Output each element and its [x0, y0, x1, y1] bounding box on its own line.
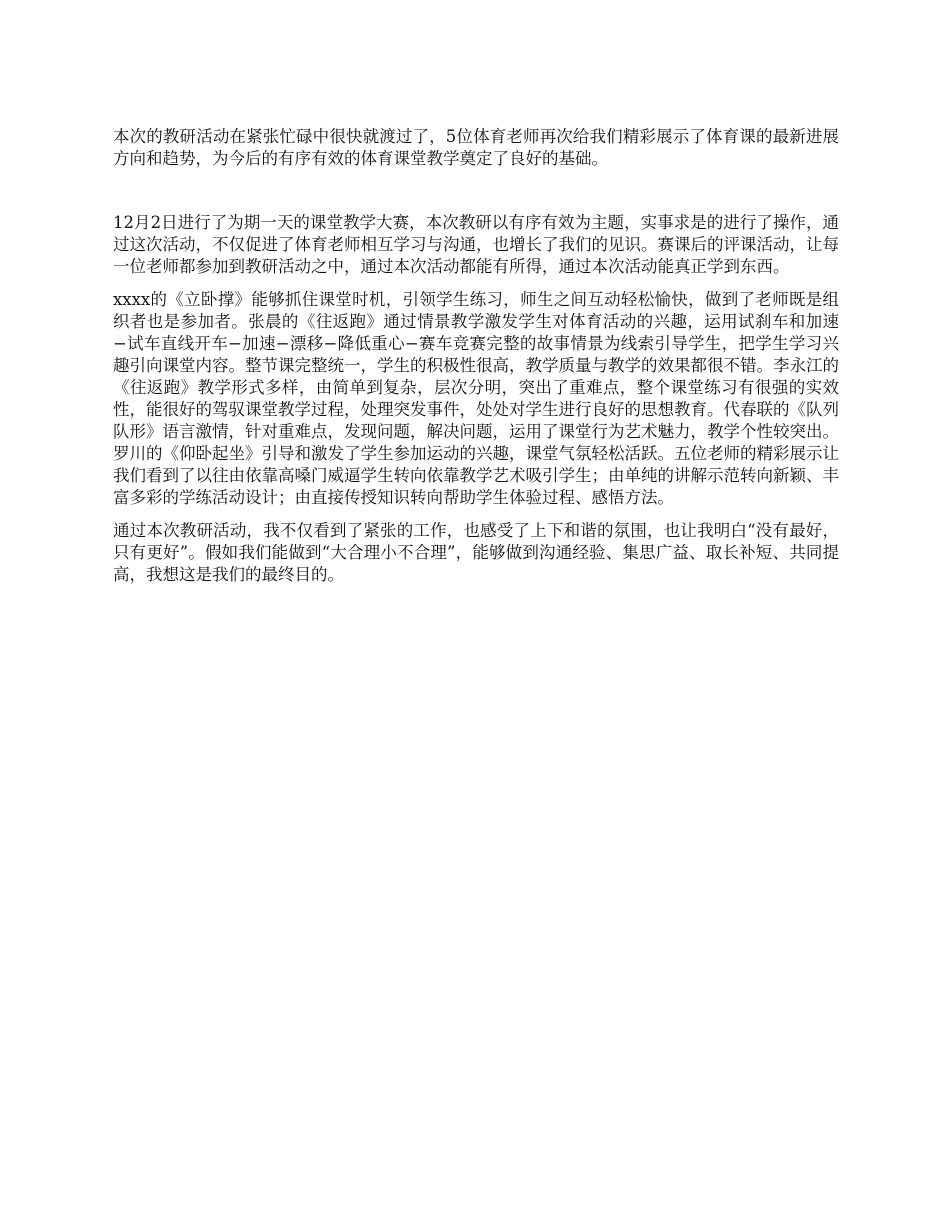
paragraph-contest: 12月2日进行了为期一天的课堂教学大赛，本次教研以有序有效为主题，实事求是的进行了操作，通过这次活动，不仅促进了体育老师相互学习与沟通，也增长了我们的见识。赛课后的评课活动，让每一位老师都参加到教研活动之中，通过本次活动都能有所得，通过本次活动能真正学到东西。	[113, 213, 839, 276]
document-body	[113, 126, 839, 586]
paragraph-teacher-reviews: xxxx的《立卧撑》能够抓住课堂时机，引领学生练习，师生之间互动轻松愉快，做到了老师既是组织者也是参加者。张晨的《往返跑》通过情景教学激发学生对体育活动的兴趣，运用试刹车和加速−试车直线开车−加速−漂移−降低重心−赛车竞赛完整的故事情景为线索引导学生，把学生学习兴趣引向课堂内容。整节课完整统一，学生的积极性很高，教学质量与教学的效果都很不错。李永江的《往返跑》教学形式多样，由简单到复杂，层次分明，突出了重难点，整个课堂练习有很强的实效性，能很好的驾驭课堂教学过程，处理突发事件，处处对学生进行良好的思想教育。代春联的《队列队形》语言激情，针对重难点，发现问题，解决问题，运用了课堂行为艺术魅力，教学个性较突出。罗川的《仰卧起坐》引导和激发了学生参加运动的兴趣，课堂气氛轻松活跃。五位老师的精彩展示让我们看到了以往由依靠高嗓门威逼学生转向依靠教学艺术吸引学生；由单纯的讲解示范转向新颖、丰富多彩的学练活动设计；由直接传授知识转向帮助学生体验过程、感悟方法。	[113, 290, 839, 507]
paragraph-conclusion: 通过本次教研活动，我不仅看到了紧张的工作，也感受了上下和谐的氛围，也让我明白“没有最好，只有更好”。假如我们能做到“大合理小不合理”，能够做到沟通经验、集思广益、取长补短、共同提高，我想这是我们的最终目的。	[113, 521, 839, 584]
paragraph-intro: 本次的教研活动在紧张忙碌中很快就渡过了，5位体育老师再次给我们精彩展示了体育课的最新进展方向和趋势，为今后的有序有效的体育课堂教学奠定了良好的基础。	[113, 127, 839, 168]
